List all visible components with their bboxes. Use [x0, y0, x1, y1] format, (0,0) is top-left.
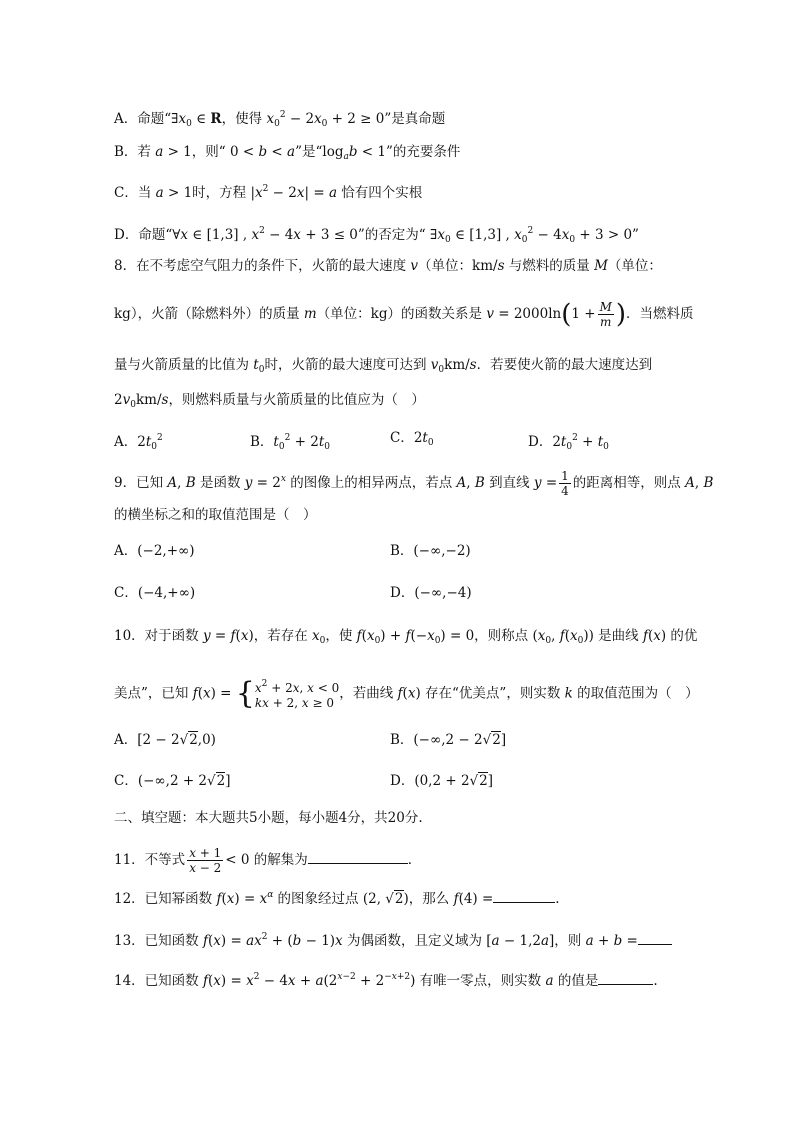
q9-option-a[interactable]: A．(−2,+∞) — [114, 543, 195, 559]
q7-option-c: C．当 a > 1时，方程 $|x^2 - 2x| = a$ 恰有四个实根 — [114, 184, 423, 201]
q10-option-c[interactable]: C．(−∞,2 + 2√2] — [114, 773, 231, 789]
q14: 14．已知函数 $f(x) = x^2 - 4x + a(2^{x-2} + 2^{-x+2})$ 有唯一零点，则实数 a 的值是 . — [114, 972, 658, 989]
q9-option-b[interactable]: B．(−∞,−2) — [390, 543, 471, 559]
q8-line-3: 量与火箭质量的比值为 $t_0$时，火箭的最大速度可达到 $v_0km/s$．若要使火箭的最大速度达到 — [114, 357, 653, 375]
q8-option-d[interactable]: D．$2t_0^2 + t_0$ — [528, 433, 609, 452]
q11: 11．不等式 $\frac{x + 1}{x - 2}$ < 0 的解集为 ． — [114, 846, 422, 875]
q8-line-2: kg），火箭（除燃料外）的质量 m（单位：kg）的函数关系是 v = 2000ln(1 + $\frac{M}{m}$ )．当燃料质 — [114, 299, 694, 330]
q8-line-4: $2v_0km/s$，则燃料质量与火箭质量的比值应为（ ） — [114, 392, 425, 410]
q9-line-1: 9．已知 A, B 是函数 $y = 2^x$ 的图像上的相异两点，若点 A, B 到直线 y = $\frac{1}{4}$ 的距离相等，则点 A, B — [114, 469, 714, 498]
q9-option-d[interactable]: D．(−∞,−4) — [390, 585, 472, 601]
q11-answer-blank[interactable] — [308, 851, 408, 864]
q10-option-b[interactable]: B．(−∞,2 − 2√2] — [390, 732, 507, 748]
q7-option-d: D．命题“∀x ∈ [1,3] , $x^2 - 4x + 3 \le 0$”的否定为“ $\exists x_0$ ∈ [1,3] , $x_0^2 - 4x_0 + 3 > 0$” — [114, 226, 639, 245]
q9-option-c[interactable]: C．(−4,+∞) — [114, 585, 196, 601]
q10-line-1: 10．对于函数 y = f(x)，若存在 $x_0$，使 $f(x_0) + f(-x_0) = 0$，则称点 ($x_0$, $f(x_0)$) 是曲线 f(x) 的优 — [114, 628, 698, 646]
q12: 12．已知幂函数 $f(x) = x^\alpha$ 的图象经过点 (2, √2)，那么 f(4) = . — [114, 890, 560, 907]
q13-answer-blank[interactable] — [638, 932, 672, 945]
q10-option-a[interactable]: A．[2 − 2√2,0) — [114, 732, 216, 748]
q7-option-b: B．若 a > 1，则“ 0 < b < a”是“$\log_ab < 1$”的充要条件 — [114, 144, 461, 162]
q8-option-a[interactable]: A．$2t_0^2$ — [114, 433, 163, 452]
q7-option-a: A．命题“$\exists x_0$ ∈ R，使得 $x_0^2 - 2x_0 + 2 \ge 0$”是真命题 — [114, 110, 446, 129]
section-2-heading: 二、填空题：本大题共5小题，每小题4分，共20分. — [114, 810, 423, 826]
q8-option-b[interactable]: B．$t_0^2 + 2t_0$ — [250, 433, 330, 452]
q13: 13．已知函数 $f(x) = ax^2 + (b - 1)x$ 为偶函数，且定义域为 [a − 1,2a]，则 a + b = — [114, 927, 672, 951]
q12-answer-blank[interactable] — [493, 890, 555, 903]
q9-line-2: 的横坐标之和的取值范围是（ ） — [114, 507, 317, 523]
q10-option-d[interactable]: D．(0,2 + 2√2] — [390, 773, 494, 789]
q8-option-c[interactable]: C．$2t_0$ — [390, 430, 434, 448]
q10-line-2: 美点”，已知 f(x) = { $x^2 + 2x$, x < 0 kx + 2, x ≥ 0 ，若曲线 f(x) 存在“优美点”，则实数 k 的取值范围为（ ） — [114, 676, 699, 711]
q8-line-1: 8．在不考虑空气阻力的条件下，火箭的最大速度 v（单位：km/s 与燃料的质量 M（单位： — [114, 258, 662, 274]
q14-answer-blank[interactable] — [598, 972, 653, 985]
